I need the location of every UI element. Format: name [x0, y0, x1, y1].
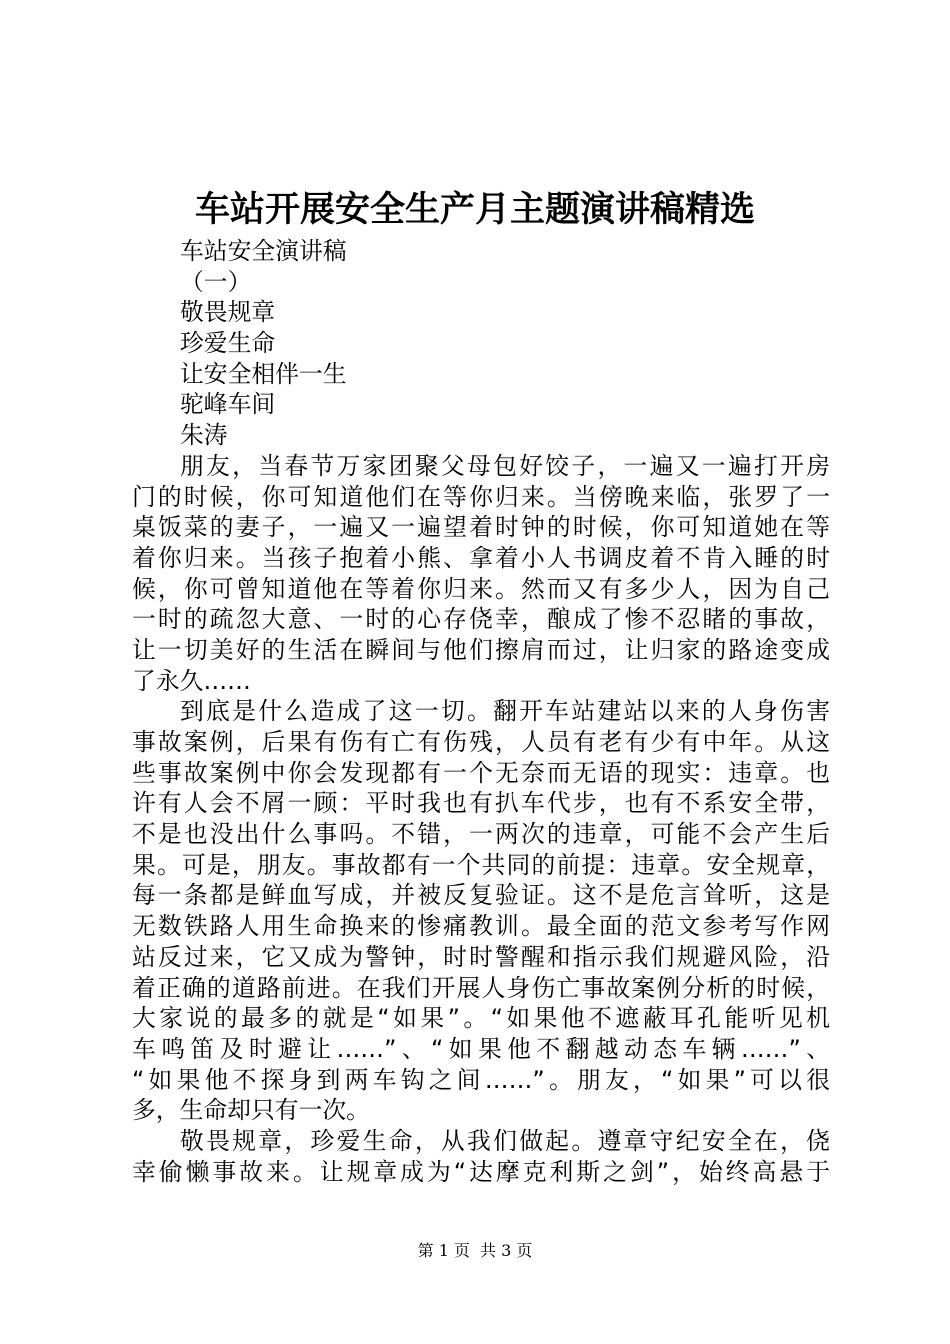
- paragraph-line: 门的时候，你可知道他们在等你归来。当傍晚来临，张罗了一: [132, 482, 830, 511]
- paragraph-line: 到底是什么造成了这一切。翻开车站建站以来的人身伤害: [180, 697, 830, 726]
- paragraph-line: 候，你可曾知道他在等着你归来。然而又有多少人，因为自己: [132, 574, 830, 603]
- document-body: [132, 236, 830, 1187]
- paragraph-line: 许有人会不屑一顾：平时我也有扒车代步，也有不系安全带，: [132, 789, 830, 818]
- subtitle-line: 车站安全演讲稿: [180, 237, 347, 265]
- paragraph-line: 一时的疏忽大意、一时的心存侥幸，酿成了惨不忍睹的事故，: [132, 605, 830, 634]
- paragraph-line: 朋友，当春节万家团聚父母包好饺子，一遍又一遍打开房: [180, 451, 830, 480]
- paragraph-line: 站反过来，它又成为警钟，时时警醒和指示我们规避风险，沿: [132, 942, 830, 971]
- paragraph-line: 幸偷懒事故来。让规章成为“达摩克利斯之剑”，始终高悬于: [132, 1157, 830, 1186]
- paragraph-line: 些事故案例中你会发现都有一个无奈而无语的现实：违章。也: [132, 758, 830, 787]
- theme-line: 敬畏规章: [180, 298, 276, 327]
- paragraph-line: 敬畏规章，珍爱生命，从我们做起。遵章守纪安全在，侥: [180, 1126, 830, 1155]
- page-number: 第 1 页: [417, 1241, 470, 1260]
- paragraph-line: 让一切美好的生活在瞬间与他们擦肩而过，让归家的路途变成: [132, 635, 830, 664]
- paragraph-line: 着你归来。当孩子抱着小熊、拿着小人书调皮着不肯入睡的时: [132, 543, 830, 572]
- paragraph-line: 着正确的道路前进。在我们开展人身伤亡事故案例分析的时候，: [132, 973, 830, 1002]
- paragraph-line: 了永久……: [132, 666, 251, 695]
- paragraph-line: 车鸣笛及时避让……”、“如果他不翻越动态车辆……”、: [132, 1034, 830, 1063]
- theme-line: 珍爱生命: [180, 329, 276, 358]
- paragraph-line: 不是也没出什么事吗。不错，一两次的违章，可能不会产生后: [132, 820, 830, 849]
- paragraph-line: 每一条都是鲜血写成，并被反复验证。这不是危言耸听，这是: [132, 881, 830, 910]
- section-number: （一）: [180, 267, 252, 296]
- paragraph-line: 果。可是，朋友。事故都有一个共同的前提：违章。安全规章，: [132, 850, 830, 879]
- page-footer: [0, 1241, 950, 1261]
- paragraph-line: 桌饭菜的妻子，一遍又一遍望着时钟的时候，你可知道她在等: [132, 513, 830, 542]
- paragraph-line: 事故案例，后果有伤有亡有伤残，人员有老有少有中年。从这: [132, 728, 830, 756]
- author-line: 朱涛: [180, 421, 228, 450]
- department-line: 驼峰车间: [180, 390, 276, 419]
- paragraph-line: 大家说的最多的就是“如果”。“如果他不遮蔽耳孔能听见机: [132, 1004, 830, 1033]
- theme-line: 让安全相伴一生: [180, 359, 347, 388]
- paragraph-line: 无数铁路人用生命换来的惨痛教训。最全面的范文参考写作网: [132, 912, 830, 941]
- paragraph-line: 多，生命却只有一次。: [132, 1096, 370, 1125]
- page-total: 共 3 页: [480, 1241, 533, 1260]
- paragraph-line: “如果他不探身到两车钩之间……”。朋友，“如果”可以很: [132, 1065, 830, 1094]
- document-title: 车站开展安全生产月主题演讲稿精选: [194, 189, 755, 230]
